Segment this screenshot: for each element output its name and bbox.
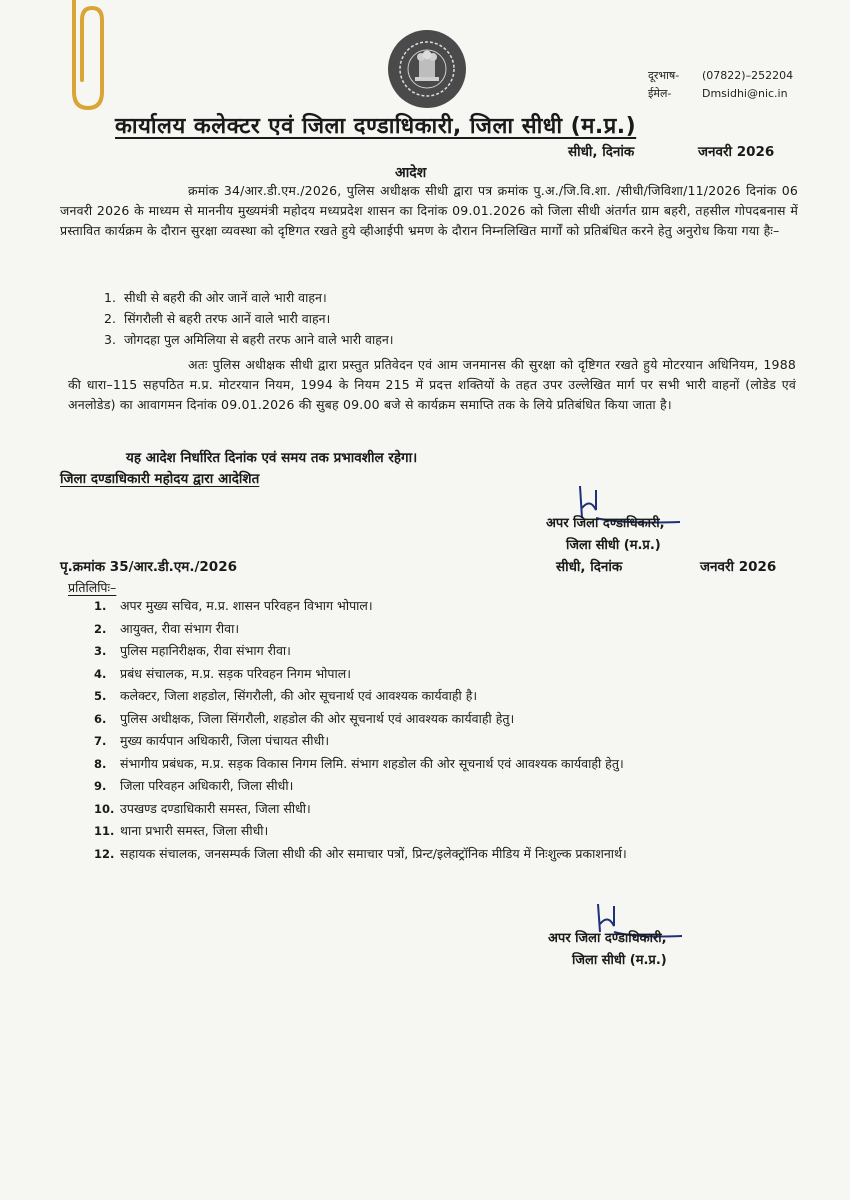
copy-dateline-month-year: जनवरी 2026	[700, 559, 777, 575]
email-label: ईमेल-	[648, 87, 672, 100]
phone-label: दूरभाष-	[648, 69, 680, 82]
phone-value: (07822)–252204	[702, 69, 794, 82]
list-item: 3. जोगदहा पुल अमिलिया से बहरी तरफ आने वाले भारी वाहन।	[104, 332, 394, 347]
dateline-month-year: जनवरी 2026	[698, 144, 775, 160]
copy-reference-number: पृ.क्रमांक 35/आर.डी.एम./2026	[60, 559, 237, 575]
signatory-designation: अपर जिला दण्डाधिकारी,	[548, 931, 667, 946]
paper-clip-icon	[60, 0, 112, 112]
contact-phone	[648, 68, 793, 83]
contact-email	[648, 86, 788, 101]
dateline-place: सीधी, दिनांक	[568, 144, 635, 160]
list-item: 5. कलेक्टर, जिला शहडोल, सिंगरौली, की ओर सूचनार्थ एवं आवश्यक कार्यवाही है।	[94, 688, 478, 703]
order-heading: आदेश	[395, 165, 427, 181]
list-item: 4. प्रबंध संचालक, म.प्र. सड़क परिवहन निगम भोपाल।	[94, 665, 351, 681]
list-item: 1. सीधी से बहरी की ओर जानें वाले भारी वाहन।	[104, 290, 327, 305]
list-item: 6. पुलिस अधीक्षक, जिला सिंगरौली, शहडोल की ओर सूचनार्थ एवं आवश्यक कार्यवाही हेतु।	[94, 710, 515, 726]
list-item: 2. आयुक्त, रीवा संभाग रीवा।	[94, 620, 240, 636]
restricted-routes-list	[104, 287, 394, 350]
list-item: 2. सिंगरौली से बहरी तरफ आनें वाले भारी वाहन।	[104, 311, 331, 326]
state-emblem-icon	[388, 30, 466, 108]
signatory-designation: अपर जिला दण्डाधिकारी,	[546, 516, 665, 531]
copy-recipients-list	[94, 596, 794, 866]
list-item: 8. संभागीय प्रबंधक, म.प्र. सड़क विकास निगम लिमि. संभाग शहडोल की ओर सूचनार्थ एवं आवश्यक कार्यवाही हेतु।	[94, 755, 624, 771]
copy-dateline-place: सीधी, दिनांक	[556, 559, 623, 575]
email-value: Dmsidhi@nic.in	[702, 87, 788, 100]
list-item: 10. उपखण्ड दण्डाधिकारी समस्त, जिला सीधी।	[94, 800, 311, 816]
order-paragraph-1: क्रमांक 34/आर.डी.एम./2026, पुलिस अधीक्षक सीधी द्वारा पत्र क्रमांक पु.अ./जि.वि.शा. /सीधी/जिविशा/11/2026 दिनांक 06 जनवरी 2026 के माध्यम से माननीय मुख्यमंत्री महोदय मध्यप्रदेश शासन का दिनांक 09.01.2026 को जिला सीधी अंतर्गत ग्राम बहरी, तहसील गोपदबनास में प्रस्तावित कार्यक्रम के दौरान सुरक्षा व्यवस्था को दृष्टिगत रखते हुये व्हीआईपी भ्रमण के दौरान निम्नलिखित मार्गों को प्रतिबंधित करने हेतु अनुरोध किया गया हैः–	[60, 183, 798, 238]
list-item: 11. थाना प्रभारी समस्त, जिला सीधी।	[94, 823, 269, 838]
list-item: 7. मुख्य कार्यपान अधिकारी, जिला पंचायत सीधी।	[94, 733, 330, 748]
order-validity-statement: यह आदेश निर्धारित दिनांक एवं समय तक प्रभावशील रहेगा।	[126, 450, 418, 466]
order-paragraph-2: अतः पुलिस अधीक्षक सीधी द्वारा प्रस्तुत प्रतिवेदन एवं आम जनमानस की सुरक्षा को दृष्टिगत रखते हुये मोटरयान अधिनियम, 1988 की धारा–115 सहपठित म.प्र. मोटरयान नियम, 1994 के नियम 215 में प्रदत्त शक्तियों के तहत उपर उल्लेखित मार्ग पर सभी भारी वाहनों (लोडेड एवं अनलोडेड) का आवागमन दिनांक 09.01.2026 की सुबह 09.00 बजे से कार्यक्रम समाप्ति तक के लिये प्रतिबंधित किया जाता है।	[68, 357, 796, 412]
copy-to-label: प्रतिलिपिः–	[68, 580, 117, 595]
office-title: कार्यालय कलेक्टर एवं जिला दण्डाधिकारी, जिला सीधी (म.प्र.)	[115, 114, 637, 139]
signatory-district: जिला सीधी (म.प्र.)	[566, 538, 661, 553]
list-item: 1. अपर मुख्य सचिव, म.प्र. शासन परिवहन विभाग भोपाल।	[94, 598, 373, 613]
signatory-district: जिला सीधी (म.प्र.)	[572, 953, 667, 968]
list-item: 9. जिला परिवहन अधिकारी, जिला सीधी।	[94, 778, 294, 793]
list-item: 12. सहायक संचालक, जनसम्पर्क जिला सीधी की ओर समाचार पत्रों, प्रिन्ट/इलेक्ट्रॉनिक मीडिय में निःशुल्क प्रकाशनार्थ।	[94, 845, 627, 861]
list-item: 3. पुलिस महानिरीक्षक, रीवा संभाग रीवा।	[94, 643, 291, 658]
ordered-by-line: जिला दण्डाधिकारी महोदय द्वारा आदेशित	[60, 471, 260, 487]
